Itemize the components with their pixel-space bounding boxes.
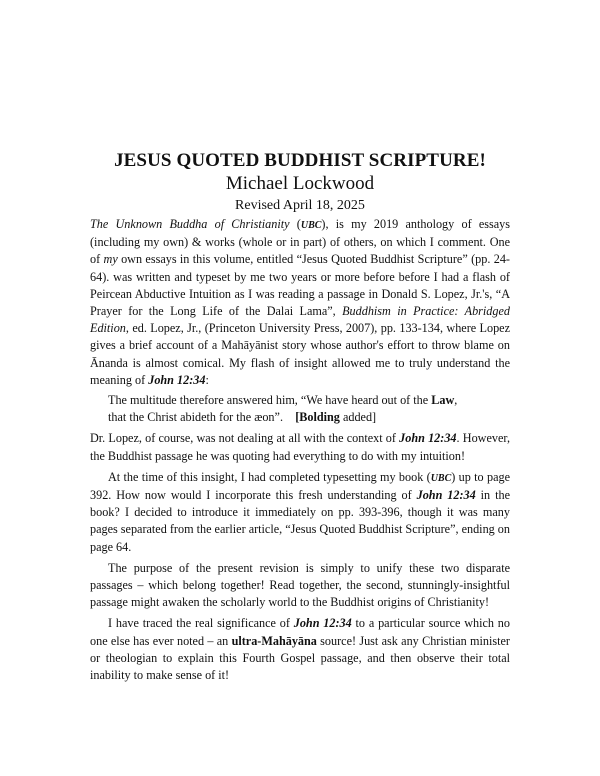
block-quote <box>108 392 510 426</box>
scripture-ref: John 12:34 <box>416 488 476 503</box>
bolding-note: [Bolding <box>295 410 340 425</box>
book-title-2: Buddhism in Practice: Abridged Edition <box>90 304 510 336</box>
bold-law: Law <box>431 393 455 408</box>
paragraph-intro: The Unknown Buddha of Christianity (UBC), is my 2019 anthology of essays (including my own) & works (whole or in part) of others, on which I comment. One of my own essays in this volume, entitled “Jesus Quoted Buddhist Scripture” (pp. 24-64). was written and typeset by me two years or more before before I had a flash of Peircean Abductive Intuition as I was reading a passage in Donald S. Lopez, Jr.'s, “A Prayer for the Long Life of the Dalai Lama”, Buddhism in Practice: Abridged Edition, ed. Lopez, Jr., (Princeton University Press, 2007), pp. 133-134, where Lopez gives a brief account of a Mahāyānist story whose author's effort to throw blame on Ānanda is almost comical. My flash of insight allowed me to truly understand the meaning of John 12:34: <box>90 217 510 387</box>
document-body <box>90 216 510 684</box>
revision-date: Revised April 18, 2025 <box>235 198 365 213</box>
author-name: Michael Lockwood <box>225 173 375 194</box>
scripture-ref: John 12:34 <box>399 431 457 446</box>
emphasis-my: my <box>103 252 118 267</box>
bold-ultra-mahayana: ultra-Mahāyāna <box>231 633 317 648</box>
paragraph-typesetting: At the time of this insight, I had completed typesetting my book (UBC) up to page 392. How now would I incorporate this fresh understanding of John 12:34 in the book? I decided to introduce it immediately on pp. 393-396, though it was many pages separated from the earlier article, “Jesus Quoted Buddhist Scripture”, ending on page 64. <box>90 469 510 554</box>
document-title: JESUS QUOTED BUDDHIST SCRIPTURE! <box>114 150 486 171</box>
quote-line-1: The multitude therefore answered him, “We have heard out of the Law, <box>108 393 458 408</box>
paragraph-traced: I have traced the real significance of John 12:34 to a particular source which no one else has ever noted – an ultra-Mahāyāna source! Just ask any Christian minister or theologian to explain this Fourth Gospel passage, and then observe their total inability to make sense of it! <box>90 616 510 683</box>
paragraph-lopez: Dr. Lopez, of course, was not dealing at all with the context of John 12:34. However, the Buddhist passage he was quoting had everything to do with my intuition! <box>90 431 510 463</box>
quote-line-2: that the Christ abideth for the æon”. [Bolding added] <box>108 410 377 425</box>
ubc-abbrev: UBC <box>430 472 452 484</box>
paragraph-purpose: The purpose of the present revision is simply to unify these two disparate passages – which belong together! Read together, the second, stunningly-insightful passage might awaken the scholarly world to the Buddhist origins of Christianity! <box>90 560 510 610</box>
document-page <box>90 149 510 684</box>
scripture-ref: John 12:34 <box>293 616 352 631</box>
scripture-ref: John 12:34 <box>148 372 206 387</box>
book-title: The Unknown Buddha of Christianity <box>90 217 290 231</box>
ubc-abbrev: UBC <box>300 220 322 231</box>
